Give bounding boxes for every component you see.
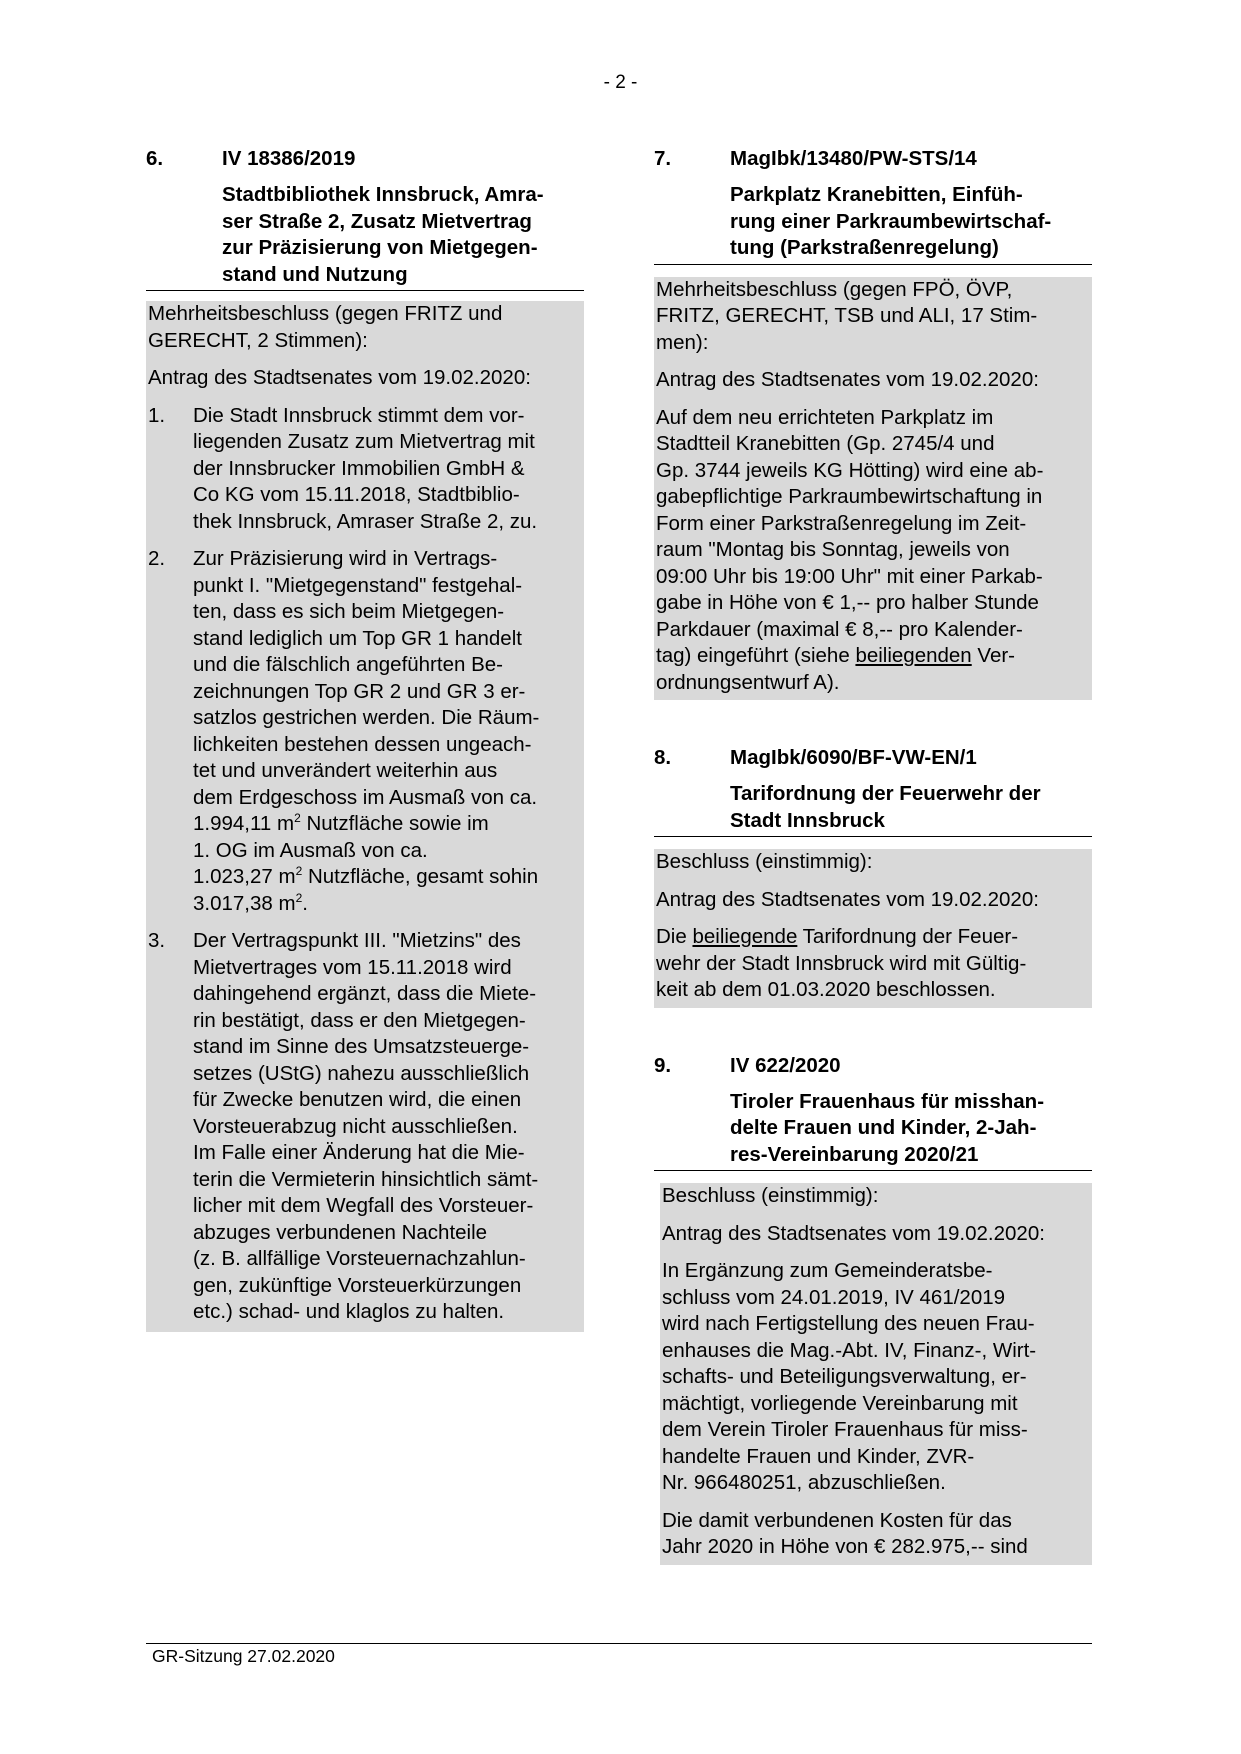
agenda-item-6 <box>146 145 584 1332</box>
decision-text: Beschluss (einstimmig): <box>656 850 873 873</box>
item-code: IV 622/2020 <box>730 1053 841 1077</box>
list-number: 1. <box>148 403 166 427</box>
attachment-link: beiliegenden <box>855 644 972 667</box>
motion-body: Auf dem neu errichteten Parkplatz im Stadtteil Kranebitten (Gp. 2745/4 und Gp. 3744 jeweils KG Hötting) wird eine ab- gabepflichtige Parkraumbewirtschaftung in Form einer Parkstraßenregelung im Zeit- raum "Montag bis Sonntag, jeweils von 09:00 Uhr bis 19:00 Uhr" mit einer Parkab- gabe in Höhe von € 1,-- pro halber Stunde Parkdauer (maximal € 8,-- pro Kalender- tag) eingeführt (siehe beiliegenden Ver- ordnungsentwurf A). <box>656 405 1044 694</box>
decision-text: Beschluss (einstimmig): <box>662 1184 879 1207</box>
item-title: Tarifordnung der Feuerwehr der Stadt Innsbruck <box>654 781 1092 837</box>
item-title: Parkplatz Kranebitten, Einfüh- rung einer Parkraumbewirtschaf- tung (Parkstraßenregelung) <box>654 182 1092 265</box>
item-header <box>146 145 584 172</box>
item-number: 7. <box>654 147 672 170</box>
item-title: Tiroler Frauenhaus für misshan- delte Frauen und Kinder, 2-Jah- res-Vereinbarung 2020/21 <box>654 1089 1092 1172</box>
motion-text: Antrag des Stadtsenates vom 19.02.2020: <box>148 366 531 389</box>
list-number: 2. <box>148 547 166 570</box>
agenda-item-7 <box>654 145 1092 700</box>
item-header <box>654 145 1092 172</box>
item-number: 6. <box>146 147 164 170</box>
left-column <box>146 145 584 1332</box>
list-item <box>146 403 584 536</box>
item-code: MagIbk/6090/BF-VW-EN/1 <box>730 746 977 769</box>
item-header <box>654 744 1092 771</box>
list-item <box>146 928 584 1326</box>
item-title: Stadtbibliothek Innsbruck, Amra- ser Straße 2, Zusatz Mietvertrag zur Präzisierung von Mietgegen- stand und Nutzung <box>146 182 584 291</box>
motion-text: Antrag des Stadtsenates vom 19.02.2020: <box>656 887 1039 911</box>
item-code: MagIbk/13480/PW-STS/14 <box>730 147 977 170</box>
motion-body: Die beiliegende Tarifordnung der Feuer- wehr der Stadt Innsbruck wird mit Gültig- keit ab dem 01.03.2020 beschlossen. <box>656 925 1027 1001</box>
footer-text: GR-Sitzung 27.02.2020 <box>152 1646 335 1666</box>
page-number: - 2 - <box>603 72 638 93</box>
item-code: IV 18386/2019 <box>222 147 356 170</box>
motion-text: Antrag des Stadtsenates vom 19.02.2020: <box>656 368 1039 391</box>
decision-text: Mehrheitsbeschluss (gegen FRITZ und GERECHT, 2 Stimmen): <box>148 302 503 352</box>
list-item <box>146 546 584 917</box>
item-number: 9. <box>654 1053 672 1077</box>
decision-text: Mehrheitsbeschluss (gegen FPÖ, ÖVP, FRITZ, GERECHT, TSB und ALI, 17 Stim- men): <box>656 277 1038 354</box>
right-column <box>654 145 1092 1565</box>
item-number: 8. <box>654 746 672 769</box>
list-text: Die Stadt Innsbruck stimmt dem vor- liegenden Zusatz zum Mietvertrag mit der Innsbrucker Immobilien GmbH & Co KG vom 15.11.2018, Stadtbiblio- thek Innsbruck, Amraser Straße 2, zu. <box>193 403 538 533</box>
list-number: 3. <box>148 929 166 952</box>
item-header <box>654 1052 1092 1079</box>
item-body <box>654 849 1092 1008</box>
motion-text: Antrag des Stadtsenates vom 19.02.2020: <box>662 1221 1045 1245</box>
item-body <box>146 301 584 1332</box>
attachment-link: beiliegende <box>692 925 798 948</box>
footer-divider <box>146 1643 1092 1644</box>
agenda-item-9 <box>654 1052 1092 1565</box>
agenda-item-8 <box>654 744 1092 1008</box>
list-text: Der Vertragspunkt III. "Mietzins" des Mietvertrages vom 15.11.2018 wird dahingehend ergänzt, dass die Miete- rin bestätigt, dass er den Mietgegen- stand im Sinne des Umsatzsteuerge- setzes (UStG) nahezu ausschließlich für Zwecke benutzen wird, die einen Vorsteuerabzug nicht ausschließen. Im Falle einer Änderung hat die Mie- terin die Vermieterin hinsichtlich sämt- licher mit dem Wegfall des Vorsteuer- abzuges verbundenen Nachteile (z. B. allfällige Vorsteuernachzahlun- gen, zukünftige Vorsteuerkürzungen etc.) schad- und klaglos zu halten. <box>193 929 539 1323</box>
item-body <box>654 277 1092 701</box>
motion-body-continued: Die damit verbundenen Kosten für das Jahr 2020 in Höhe von € 282.975,-- sind <box>662 1508 1028 1558</box>
motion-body: In Ergänzung zum Gemeinderatsbe- schluss vom 24.01.2019, IV 461/2019 wird nach Fertigstellung des neuen Frau- enhauses die Mag.-Abt. IV, Finanz-, Wirt- schafts- und Beteiligungsverwaltung, er- mächtigt, vorliegende Vereinbarung mit dem Verein Tiroler Frauenhaus für miss- handelte Frauen und Kinder, ZVR- Nr. 966480251, abzuschließen. <box>662 1259 1037 1494</box>
item-body <box>660 1183 1092 1565</box>
list-text: Zur Präzisierung wird in Vertrags- punkt I. "Mietgegenstand" festgehal- ten, dass es sich beim Mietgegen- stand lediglich um Top GR 1 handelt und die fälschlich angeführten Be- zeichnungen Top GR 2 und GR 3 er- satzlos gestrichen werden. Die Räum- lichkeiten bestehen dessen ungeach- tet und unverändert weiterhin aus dem Erdgeschoss im Ausmaß von ca. 1.994,11 $m^2$ Nutzfläche sowie im 1. OG im Ausmaß von ca. 1.023,27 $m^2$ Nutzfläche, gesamt sohin 3.017,38 $m^2$. <box>193 547 540 915</box>
